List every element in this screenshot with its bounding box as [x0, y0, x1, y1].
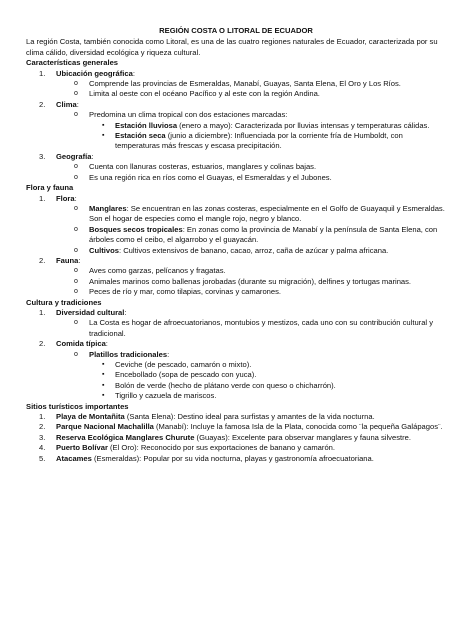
circle-bullet-icon: o	[74, 225, 78, 233]
item-text: :	[105, 339, 108, 349]
list-item	[26, 287, 446, 297]
item-text: : Se encuentran en las zonas costeras, especialmente en el Golfo de Guayaquil y Esmeraldas. Son el hogar de especies como el mangle rojo, negro y blanco.	[89, 203, 445, 224]
item-number: 1.	[39, 412, 46, 422]
circle-bullet-icon: o	[74, 288, 78, 296]
item-text: (Esmeraldas): Popular por su vida nocturna, playas y gastronomía afroecuatoriana.	[91, 453, 374, 463]
item-text: Cuenta con llanuras costeras, estuarios, manglares y colinas bajas.	[89, 162, 317, 172]
list-item	[26, 121, 446, 131]
item-text: : Cultivos extensivos de banano, cacao, arroz, caña de azúcar y palma africana.	[118, 245, 389, 255]
item-label: Fauna	[56, 255, 79, 265]
item-number: 3.	[39, 432, 46, 442]
item-label: Clima	[56, 99, 77, 109]
item-text: :	[78, 255, 81, 265]
item-text: Bolón de verde (hecho de plátano verde con queso o chicharrón).	[115, 380, 336, 390]
item-text: :	[91, 151, 94, 161]
item-label: Flora	[56, 193, 75, 203]
item-label: Estación lluviosa	[115, 120, 178, 130]
item-number: 2.	[39, 99, 46, 109]
intro-paragraph: La región Costa, también conocida como Litoral, es una de las cuatro regiones naturales de Ecuador, caracterizada por su clima cálido, diversidad ecológica y riqueza cultural.	[26, 37, 438, 57]
item-text: Comprende las provincias de Esmeraldas, Manabí, Guayas, Santa Elena, El Oro y Los Ríos.	[89, 79, 401, 89]
section-heading-flora-fauna: Flora y fauna	[26, 183, 74, 193]
item-label: Playa de Montañita	[56, 412, 125, 422]
list-item	[26, 339, 446, 349]
flora-fauna-list	[26, 194, 446, 298]
section-heading-cultura: Cultura y tradiciones	[26, 297, 102, 307]
item-label: Manglares	[89, 203, 127, 213]
item-text: Ceviche (de pescado, camarón o mixto).	[115, 360, 252, 369]
list-item	[26, 266, 446, 276]
circle-bullet-icon: o	[74, 246, 78, 254]
item-text: :	[124, 307, 127, 317]
item-text: :	[132, 68, 135, 78]
item-label: Comida típica	[56, 339, 106, 349]
list-item	[26, 173, 446, 183]
item-label: Diversidad cultural	[56, 307, 125, 317]
square-bullet-icon: ▪	[102, 361, 105, 368]
list-item	[26, 308, 446, 318]
list-item	[26, 370, 446, 380]
item-label: Bosques secos tropicales	[89, 224, 183, 234]
item-text: :	[167, 349, 170, 359]
item-label: Estación seca	[115, 131, 166, 141]
item-label: Parque Nacional Machalilla	[56, 422, 154, 432]
list-item	[26, 422, 446, 432]
item-number: 5.	[39, 453, 46, 463]
square-bullet-icon: ▪	[102, 392, 105, 400]
list-item	[26, 391, 446, 401]
list-item	[26, 350, 446, 360]
list-item	[26, 433, 446, 443]
list-item	[26, 194, 446, 204]
list-item	[26, 89, 446, 99]
square-bullet-icon: ▪	[102, 121, 105, 129]
item-text: (enero a mayo): Caracterizada por lluvias intensas y temperaturas cálidas.	[177, 120, 430, 130]
item-label: Reserva Ecológica Manglares Churute	[56, 432, 195, 442]
list-item	[26, 412, 446, 422]
list-item	[26, 79, 446, 89]
circle-bullet-icon: o	[74, 204, 78, 212]
item-text: (El Oro): Reconocido por sus exportaciones de banano y camarón.	[107, 443, 335, 453]
item-text: Limita al oeste con el océano Pacífico y al este con la región Andina.	[89, 89, 320, 99]
list-item	[26, 131, 446, 152]
item-text: (Manabí): Incluye la famosa Isla de la Plata, conocida como ¨la pequeña Galápagos¨.	[153, 422, 443, 432]
circle-bullet-icon: o	[74, 277, 78, 285]
item-text: Animales marinos como ballenas jorobadas (durante su migración), delfines y tortugas marinas.	[89, 276, 412, 286]
item-text: Tigrillo y cazuela de mariscos.	[115, 391, 217, 401]
section-heading-sitios: Sitios turísticos importantes	[26, 401, 129, 411]
list-item	[26, 360, 446, 370]
section-heading-caracteristicas: Características generales	[26, 58, 119, 68]
item-number: 1.	[39, 307, 46, 317]
item-text: (Santa Elena): Destino ideal para surfistas y amantes de la vida nocturna.	[124, 412, 375, 422]
item-label: Cultivos	[89, 245, 119, 255]
list-item	[26, 318, 446, 339]
item-number: 2.	[39, 339, 46, 349]
item-label: Puerto Bolívar	[56, 443, 108, 453]
square-bullet-icon: ▪	[102, 371, 105, 379]
item-text: :	[74, 193, 77, 203]
item-label: Ubicación geográfica	[56, 68, 133, 78]
circle-bullet-icon: o	[74, 163, 78, 171]
circle-bullet-icon: o	[74, 90, 78, 98]
circle-bullet-icon: o	[74, 111, 78, 119]
item-label: Geografía	[56, 151, 92, 161]
item-text: (junio a diciembre): Influenciada por la corriente fría de Humboldt, con temperaturas más frescas y escasa precipitación.	[115, 131, 403, 151]
circle-bullet-icon: o	[74, 267, 78, 275]
item-label: Atacames	[56, 453, 92, 463]
circle-bullet-icon: o	[74, 80, 78, 88]
sitios-list	[26, 412, 446, 464]
item-text: :	[76, 99, 79, 109]
list-item	[26, 381, 446, 391]
circle-bullet-icon: o	[74, 173, 78, 181]
document-title: REGIÓN COSTA O LITORAL DE ECUADOR	[159, 26, 313, 35]
item-number: 2.	[39, 255, 46, 265]
list-item	[26, 225, 446, 246]
item-text: (Guayas): Excelente para observar manglares y fauna silvestre.	[194, 432, 411, 442]
item-text: Encebollado (sopa de pescado con yuca).	[115, 370, 257, 380]
item-number: 4.	[39, 443, 46, 453]
list-item	[26, 277, 446, 287]
caracteristicas-list	[26, 69, 446, 183]
list-item	[26, 204, 446, 225]
item-text: Aves como garzas, pelícanos y fragatas.	[89, 266, 226, 276]
circle-bullet-icon: o	[74, 350, 78, 358]
item-label: Platillos tradicionales	[89, 349, 168, 359]
list-item	[26, 152, 446, 162]
list-item	[26, 454, 446, 464]
item-text: Predomina un clima tropical con dos estaciones marcadas:	[89, 110, 288, 120]
item-number: 1.	[39, 193, 46, 203]
list-item	[26, 100, 446, 110]
list-item	[26, 69, 446, 79]
list-item	[26, 110, 446, 120]
square-bullet-icon: ▪	[102, 381, 105, 389]
item-text: : En zonas como la provincia de Manabí y la península de Santa Elena, con árboles como el ceibo, el algarrobo y el guayacán.	[89, 224, 438, 245]
list-item	[26, 246, 446, 256]
item-number: 3.	[39, 151, 46, 161]
item-number: 2.	[39, 422, 46, 432]
item-text: Es una región rica en ríos como el Guayas, el Esmeraldas y el Jubones.	[89, 172, 332, 182]
square-bullet-icon: ▪	[102, 132, 105, 140]
item-text: La Costa es hogar de afroecuatorianos, montubios y mestizos, cada uno con su contribución cultural y tradicional.	[89, 318, 434, 338]
list-item	[26, 256, 446, 266]
item-text: Peces de río y mar, como tilapias, corvinas y camarones.	[89, 287, 282, 297]
list-item	[26, 443, 446, 453]
item-number: 1.	[39, 68, 46, 78]
circle-bullet-icon: o	[74, 319, 78, 327]
cultura-list	[26, 308, 446, 402]
list-item	[26, 162, 446, 172]
